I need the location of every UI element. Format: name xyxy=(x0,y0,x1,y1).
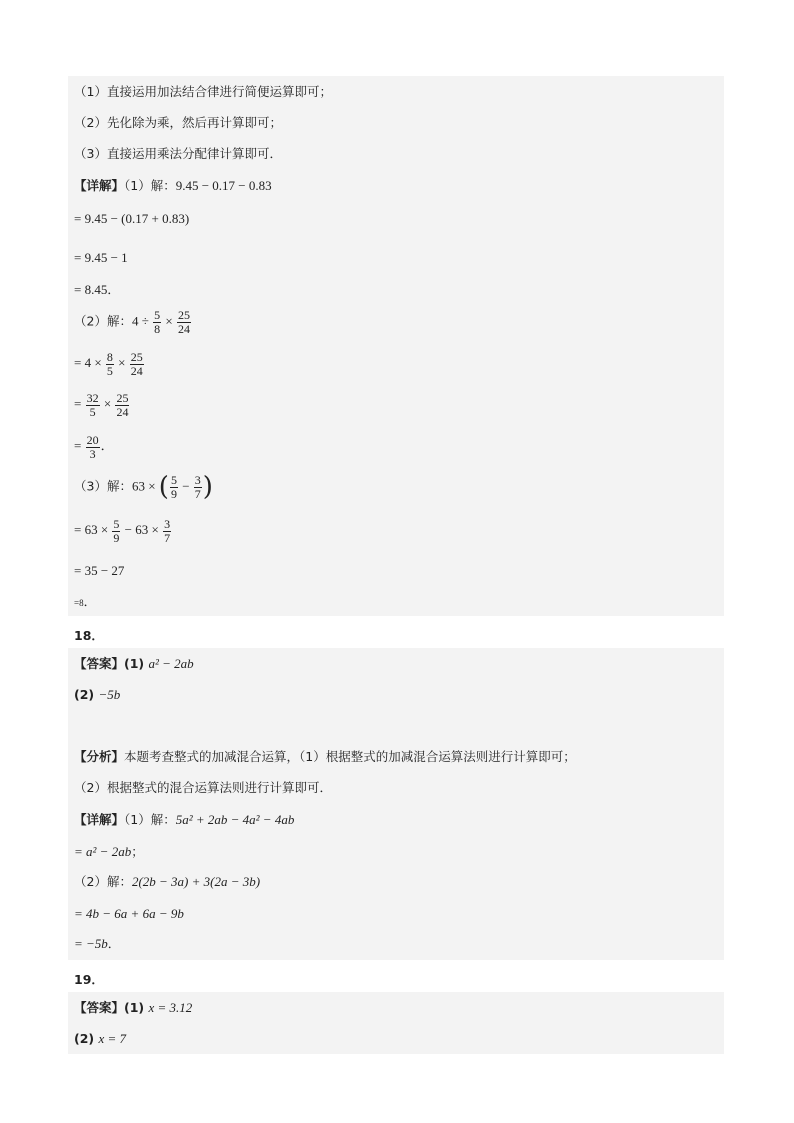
step-line xyxy=(74,434,114,460)
analysis-line xyxy=(74,751,576,764)
part-label: （1）解： xyxy=(124,178,176,193)
step-line xyxy=(74,518,172,544)
numerator: 8 xyxy=(106,350,113,364)
answer-tag: 【答案】 xyxy=(74,656,125,671)
step-line xyxy=(74,937,120,951)
detail-p3-header xyxy=(74,472,213,503)
part-label: （2）解： xyxy=(74,313,132,329)
expression: −5b xyxy=(98,687,121,702)
operator: × xyxy=(162,313,176,329)
analysis-line-1: （1）直接运用加法结合律进行简便运算即可； xyxy=(74,84,332,99)
denominator: 9 xyxy=(170,486,177,501)
fraction xyxy=(112,518,120,544)
fraction xyxy=(115,392,129,418)
expression: 9.45 − 0.17 − 0.83 xyxy=(175,178,272,193)
fraction xyxy=(177,309,191,335)
part-label: （3）解： xyxy=(74,478,132,494)
expression: = xyxy=(74,438,85,454)
analysis-tag: 【分析】 xyxy=(74,749,125,764)
denominator: 24 xyxy=(177,321,190,336)
fraction xyxy=(194,474,202,500)
step-line xyxy=(74,845,144,859)
expression: 2(2b − 3a) + 3(2a − 3b) xyxy=(131,874,261,889)
denominator: 8 xyxy=(154,321,161,336)
fraction xyxy=(170,474,178,500)
fraction xyxy=(86,392,100,418)
punctuation: ． xyxy=(83,594,97,609)
detail-tag: 【详解】 xyxy=(74,812,125,827)
numerator: 25 xyxy=(177,308,190,322)
denominator: 7 xyxy=(194,486,201,501)
step-line xyxy=(74,392,130,418)
fraction xyxy=(86,434,100,460)
denominator: 5 xyxy=(89,404,96,419)
step-line xyxy=(74,351,145,377)
expression: − 63 × xyxy=(121,522,163,538)
expression: = xyxy=(74,396,85,412)
operator: × xyxy=(100,396,115,412)
numerator: 25 xyxy=(130,350,143,364)
expression: = 9.45 − xyxy=(74,211,122,226)
analysis-line: （2）根据整式的混合运算法则进行计算即可． xyxy=(74,780,332,795)
expression: 63 × xyxy=(131,478,159,494)
denominator: 5 xyxy=(106,363,113,378)
expression: = a² − 2ab xyxy=(74,844,132,859)
expression: = 8.45 xyxy=(74,282,108,297)
detail-p1-header xyxy=(74,813,294,827)
right-paren: ) xyxy=(202,472,213,503)
expression: a² − 2ab xyxy=(148,656,194,671)
analysis-line-3: （3）直接运用乘法分配律计算即可． xyxy=(74,146,282,161)
denominator: 24 xyxy=(130,363,143,378)
numerator: 32 xyxy=(86,391,99,405)
expression: = 4 × xyxy=(74,355,105,371)
numerator: 5 xyxy=(170,473,177,487)
question-number: 18． xyxy=(74,628,104,643)
part-label: (2) xyxy=(74,687,99,702)
expression: x = 3.12 xyxy=(148,1000,193,1015)
expression: = 63 × xyxy=(74,522,112,538)
expression: (0.17 + 0.83) xyxy=(121,211,190,226)
fraction xyxy=(163,518,171,544)
numerator: 25 xyxy=(116,391,129,405)
detail-p1-header xyxy=(74,179,272,193)
step-line xyxy=(74,596,96,609)
question-number: 19． xyxy=(74,972,104,987)
analysis-line-2: （2）先化除为乘，然后再计算即可； xyxy=(74,115,282,130)
analysis-text: 本题考查整式的加减混合运算，（1）根据整式的加减混合运算法则进行计算即可； xyxy=(124,749,576,764)
step-line: = 35 − 27 xyxy=(74,563,125,578)
step-line: = 4b − 6a + 6a − 9b xyxy=(74,906,184,921)
answer-line-1 xyxy=(74,657,194,671)
fraction xyxy=(106,351,114,377)
numerator: 3 xyxy=(194,473,201,487)
denominator: 9 xyxy=(113,530,120,545)
step-line xyxy=(74,212,189,225)
operator: × xyxy=(114,355,129,371)
left-paren: ( xyxy=(158,472,169,503)
fraction xyxy=(130,351,144,377)
expression: x = 7 xyxy=(98,1031,127,1046)
numerator: 5 xyxy=(113,517,120,531)
part-label: （2）解： xyxy=(74,874,132,889)
expression: 5a² + 2ab − 4a² − 4ab xyxy=(175,812,295,827)
part-label: (2) xyxy=(74,1031,99,1046)
fraction xyxy=(153,309,161,335)
numerator: 5 xyxy=(154,308,161,322)
step-line xyxy=(74,283,120,297)
step-line: = 9.45 − 1 xyxy=(74,250,128,265)
operator: − xyxy=(178,478,193,494)
denominator: 3 xyxy=(89,446,96,461)
punctuation: ； xyxy=(131,844,144,859)
numerator: 3 xyxy=(164,517,171,531)
punctuation: ． xyxy=(100,438,114,454)
expression: 4 ÷ xyxy=(131,313,153,329)
answer-tag: 【答案】 xyxy=(74,1000,125,1015)
part-label: (1) xyxy=(124,656,149,671)
detail-p2-header xyxy=(74,309,192,335)
denominator: 24 xyxy=(116,404,129,419)
detail-tag: 【详解】 xyxy=(74,178,125,193)
answer-line-2 xyxy=(74,688,120,702)
answer-line-2 xyxy=(74,1032,126,1046)
expression: = −5b xyxy=(74,936,108,951)
answer-line-1 xyxy=(74,1001,192,1015)
punctuation: ． xyxy=(107,936,121,951)
detail-p2-header xyxy=(74,875,260,889)
numerator: 20 xyxy=(86,433,99,447)
denominator: 7 xyxy=(164,530,171,545)
punctuation: ． xyxy=(107,282,120,297)
expression: =8 xyxy=(74,598,84,608)
part-label: (1) xyxy=(124,1000,149,1015)
part-label: （1）解： xyxy=(124,812,176,827)
